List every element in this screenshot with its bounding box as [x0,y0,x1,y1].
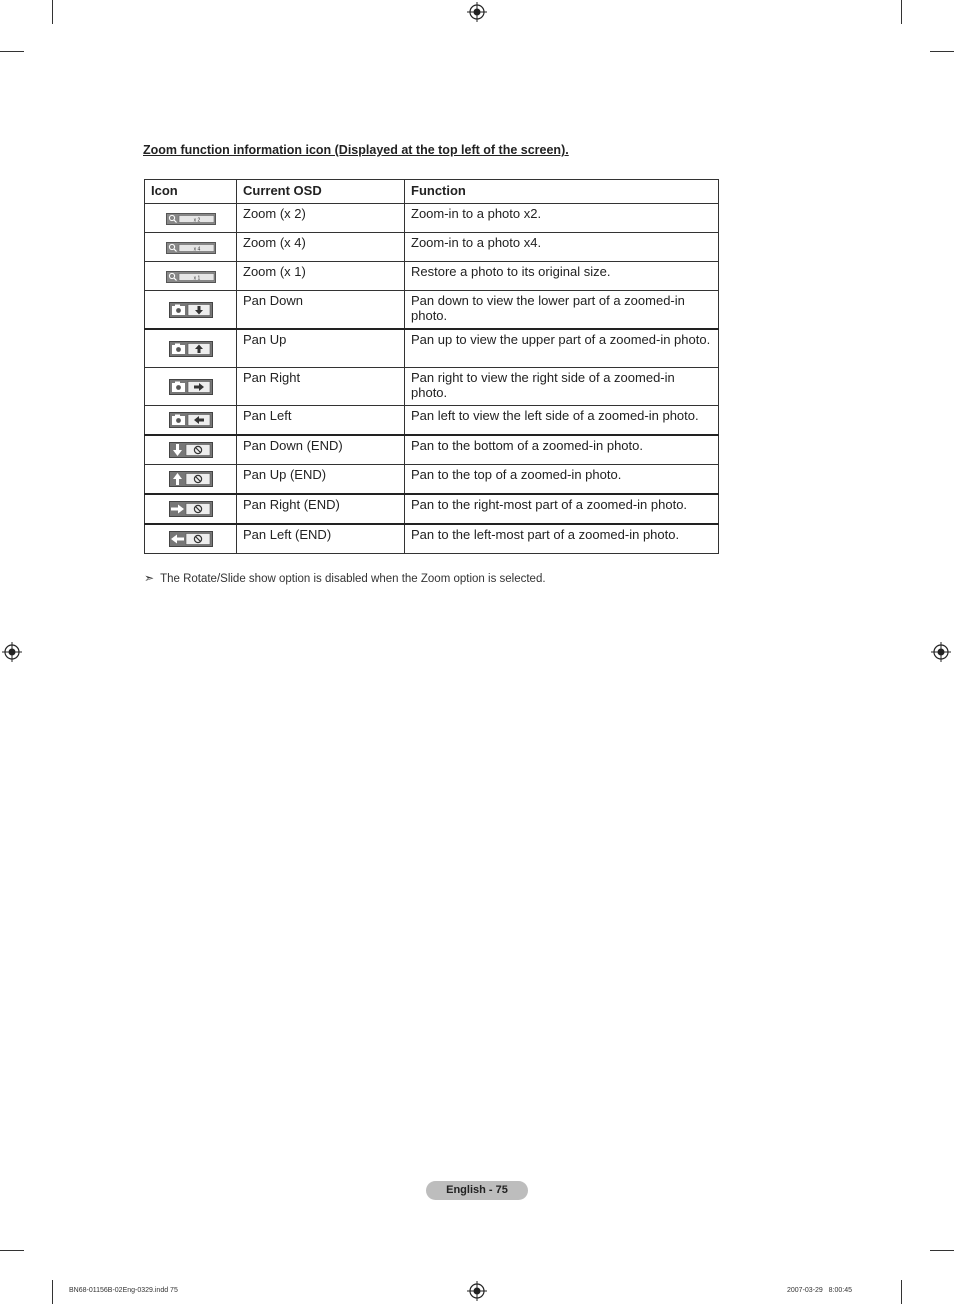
pan-up-icon [169,341,213,357]
crop-mark [0,1250,24,1251]
column-header-osd: Current OSD [237,180,405,204]
column-header-function: Function [405,180,719,204]
icon-cell [145,406,237,436]
table-row [145,204,719,233]
icon-cell [145,204,237,233]
table-row [145,406,719,436]
function-cell: Pan up to view the upper part of a zoomed-in photo. [405,329,719,368]
function-cell: Pan right to view the right side of a zoomed-in photo. [405,368,719,406]
function-cell: Pan left to view the left side of a zoomed-in photo. [405,406,719,436]
icon-cell [145,262,237,291]
osd-cell: Zoom (x 2) [237,204,405,233]
footer-file-info: BN68-01156B-02Eng-0329.indd 75 [69,1287,178,1294]
osd-cell: Pan Down [237,291,405,330]
osd-cell: Pan Up (END) [237,465,405,495]
zoom-x1-icon [166,271,216,283]
zoom-x2-icon [166,213,216,225]
table-row [145,262,719,291]
note [144,571,546,585]
function-cell: Pan to the left-most part of a zoomed-in photo. [405,524,719,554]
crop-mark [901,1280,902,1304]
function-cell: Zoom-in to a photo x2. [405,204,719,233]
icon-cell [145,368,237,406]
function-cell: Pan to the bottom of a zoomed-in photo. [405,435,719,465]
function-cell: Pan down to view the lower part of a zoomed-in photo. [405,291,719,330]
pan-down-end-icon [169,442,213,458]
icon-cell [145,494,237,524]
table-row [145,465,719,495]
footer-timestamp: 2007-03-29 8:00:45 [787,1287,852,1294]
table-row [145,494,719,524]
zoom-x4-icon-label: x 4 [193,246,200,253]
icon-cell [145,435,237,465]
registration-mark-icon [467,2,487,22]
zoom-x1-icon-label: x 1 [193,275,200,282]
crop-mark [930,1250,954,1251]
pan-left-end-icon [169,531,213,547]
table-row [145,435,719,465]
icon-cell [145,465,237,495]
osd-cell: Zoom (x 1) [237,262,405,291]
crop-mark [901,0,902,24]
pan-up-end-icon [169,471,213,487]
osd-cell: Pan Left (END) [237,524,405,554]
table-row [145,329,719,368]
table-row [145,233,719,262]
function-cell: Zoom-in to a photo x4. [405,233,719,262]
osd-cell: Pan Right [237,368,405,406]
section-title: Zoom function information icon (Displayed at the top left of the screen). [143,143,569,157]
zoom-x4-icon [166,242,216,254]
function-cell: Restore a photo to its original size. [405,262,719,291]
pan-left-icon [169,412,213,428]
registration-mark-icon [467,1281,487,1301]
zoom-x2-icon-label: x 2 [193,217,200,224]
table-row [145,368,719,406]
osd-cell: Pan Down (END) [237,435,405,465]
note-text: The Rotate/Slide show option is disabled when the Zoom option is selected. [160,573,546,585]
crop-mark [52,1280,53,1304]
table-row [145,291,719,330]
pan-right-end-icon [169,501,213,517]
osd-cell: Zoom (x 4) [237,233,405,262]
crop-mark [930,51,954,52]
pan-down-icon [169,302,213,318]
page-number: English - 75 [426,1181,528,1200]
function-cell: Pan to the top of a zoomed-in photo. [405,465,719,495]
pan-right-icon [169,379,213,395]
table-header-row [145,180,719,204]
icon-cell [145,329,237,368]
registration-mark-icon [2,642,22,662]
registration-mark-icon [931,642,951,662]
osd-cell: Pan Right (END) [237,494,405,524]
table-row [145,524,719,554]
note-arrow-icon: ➣ [144,571,155,585]
icon-cell [145,233,237,262]
osd-cell: Pan Left [237,406,405,436]
zoom-icon-table [144,179,719,554]
crop-mark [0,51,24,52]
icon-cell [145,291,237,330]
function-cell: Pan to the right-most part of a zoomed-in photo. [405,494,719,524]
column-header-icon: Icon [145,180,237,204]
icon-cell [145,524,237,554]
crop-mark [52,0,53,24]
osd-cell: Pan Up [237,329,405,368]
